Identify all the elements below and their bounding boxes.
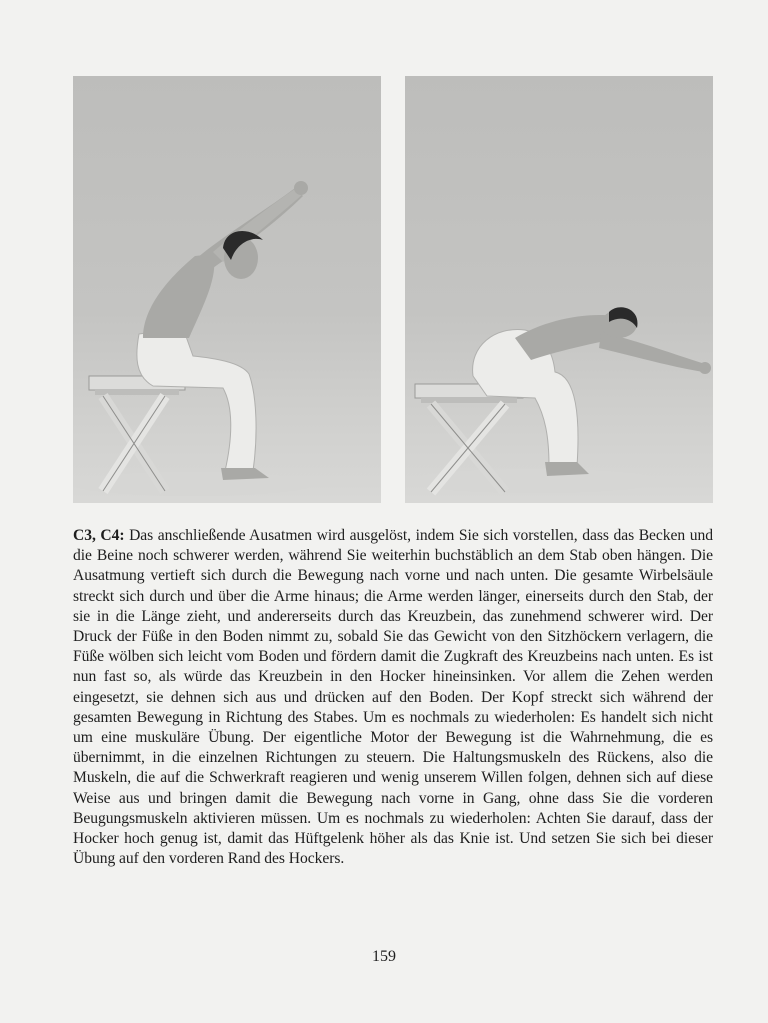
page-number: 159 [372, 948, 396, 965]
person-arms [599, 332, 705, 372]
figure-c4-illustration [405, 76, 713, 503]
figure-c3-illustration [73, 76, 381, 503]
photo-c3 [73, 76, 381, 503]
caption-body: Das anschließende Ausatmen wird ausgelöst, indem Sie sich vorstellen, dass das Becken und die Beine noch schwerer werden, während Sie weiterhin buchstäblich an dem Stab oben hängen. Die Ausatmung vertieft sich durch die Bewegung nach vorne und nach unten. Die gesamte Wirbelsäule streckt sich durch und über die Arme hinaus; die Arme werden länger, einerseits durch den Stab, der sie in die Länge zieht, und andererseits durch das Kreuzbein, das zunehmend schwerer wird. Der Druck der Füße in den Boden nimmt zu, sobald Sie das Gewicht von den Sitzhöckern verlagern, die Füße wölben sich leicht vom Boden und fördern damit die Zugkraft des Kreuzbeins nach unten. Es ist nun fast so, als würde das Kreuzbein in den Hocker hineinsinken. Vor allem die Zehen werden eingesetzt, sie dehnen sich aus und drücken auf den Boden. Der Kopf streckt sich während der gesamten Bewegung in Richtung des Stabes. Um es nochmals zu wiederholen: Es handelt sich nicht um eine muskuläre Übung. Der eigentliche Motor der Bewegung ist die Wahrnehmung, die es übernimmt, in die einzelnen Richtungen zu steuern. Die Haltungsmuskeln des Rückens, also die Muskeln, die auf die Schwerkraft reagieren und wenig unserem Willen folgen, dehnen sich auf diese Weise aus und bringen damit die Bewegung nach vorne in Gang, ohne dass Sie die vorderen Beugungsmuskeln aktivieren müssen. Um es nochmals zu wiederholen: Achten Sie darauf, dass der Hocker hoch genug ist, damit das Hüftgelenk höher als das Knie ist. Und setzen Sie sich bei dieser Übung auf den vorderen Rand des Hockers. [73, 527, 713, 868]
caption-lead: C3, C4: [73, 527, 125, 544]
caption-paragraph [73, 526, 713, 869]
person-feet [545, 462, 589, 476]
person-torso [143, 254, 214, 338]
person-trousers [137, 328, 256, 471]
person-feet [221, 468, 269, 480]
photo-c4 [405, 76, 713, 503]
person-hands [294, 181, 308, 195]
person-hands [699, 362, 711, 374]
